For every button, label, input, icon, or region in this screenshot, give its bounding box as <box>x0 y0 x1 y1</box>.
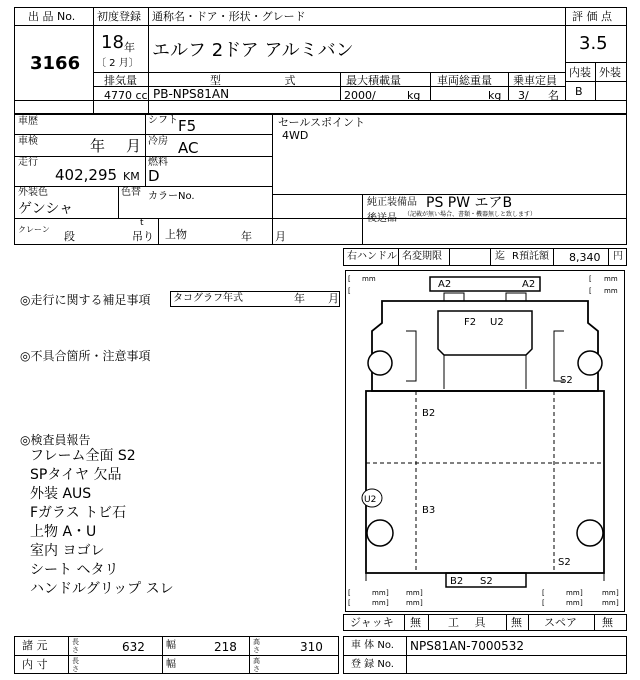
interior-grade: B <box>575 85 583 98</box>
interior-label: 内装 <box>569 66 591 79</box>
divider <box>14 186 272 187</box>
bracket: [ <box>542 589 545 597</box>
sales-point-label: セールスポイント <box>278 116 366 129</box>
sales-point-value: 4WD <box>282 129 309 142</box>
tacho-year: 年 <box>294 292 305 305</box>
divider <box>14 655 339 656</box>
damage-mark: A2 <box>438 279 452 290</box>
width-value: 218 <box>214 640 237 654</box>
damage-mark: U2 <box>364 495 377 505</box>
inspector-line: Fガラス トビ石 <box>30 505 127 521</box>
divider <box>508 72 509 100</box>
jack-value: 無 <box>410 616 421 629</box>
shift-label: シフト <box>148 115 178 126</box>
divider <box>428 614 429 631</box>
upper-label: 上物 <box>165 228 187 241</box>
inspector-line: 室内 ヨゴレ <box>30 543 105 559</box>
r-fee-value: 8,340 <box>569 251 601 264</box>
color-no-label: カラーNo. <box>148 191 195 202</box>
divider <box>249 636 250 674</box>
divider <box>362 194 363 245</box>
damage-mark: F2 <box>464 317 477 328</box>
displacement-label: 排気量 <box>104 74 137 87</box>
height-value: 310 <box>300 640 323 654</box>
damage-mark: B2 <box>422 408 436 419</box>
first-reg-month: 〔 2 月〕 <box>96 58 139 69</box>
model-name: エルフ 2ドア アルミバン <box>152 40 354 61</box>
name-change-box <box>449 248 491 266</box>
upper-year: 年 <box>241 230 252 243</box>
bracket: ] <box>580 599 583 607</box>
divider <box>93 72 565 73</box>
capacity-unit: 名 <box>548 89 559 102</box>
divider <box>14 218 627 219</box>
divider <box>398 248 399 266</box>
crane-label: クレーン <box>18 225 50 234</box>
damage-mark: U2 <box>490 317 504 328</box>
divider <box>340 72 341 100</box>
divider <box>158 218 159 245</box>
ac-label: 冷房 <box>148 136 168 147</box>
kg-unit: kg <box>488 89 502 102</box>
mm-unit: mm <box>362 275 376 283</box>
mileage-unit: KM <box>123 170 140 183</box>
mileage-label: 走行 <box>18 157 38 168</box>
bracket: ] <box>420 599 423 607</box>
divider <box>404 614 405 631</box>
inner-dims-label: 内 寸 <box>22 658 48 671</box>
divider <box>145 114 146 186</box>
model-code: PB-NPS81AN <box>153 87 230 101</box>
lot-label: 出 品 No. <box>28 10 76 23</box>
width-label: 幅 <box>166 640 176 651</box>
length-label: 長さ <box>72 657 79 673</box>
inspector-line: シート ヘタリ <box>30 562 119 578</box>
inspector-line: 外装 AUS <box>30 486 92 502</box>
first-reg-year: 18 <box>101 32 124 53</box>
handle-value: 右ハンドル <box>347 251 397 262</box>
bracket: [ <box>348 287 351 295</box>
bracket: [ <box>542 599 545 607</box>
mm-unit: mm <box>602 599 616 607</box>
fuel-label: 燃料 <box>148 157 168 168</box>
divider <box>565 7 566 100</box>
r-fee-unit: 円 <box>613 251 623 262</box>
mm-unit: mm <box>406 599 420 607</box>
divider <box>272 114 273 245</box>
warranty-label: 後送品 <box>367 213 397 224</box>
r-fee-label: R預託額 <box>512 251 549 262</box>
divider <box>528 614 529 631</box>
bracket: ] <box>616 589 619 597</box>
divider <box>430 72 431 100</box>
spare-label: スペア <box>544 616 577 629</box>
chassis-label: 車 体 No. <box>351 640 394 651</box>
exterior-label: 外装 <box>599 66 621 79</box>
divider <box>594 614 595 631</box>
damage-mark: B2 <box>450 576 464 587</box>
mm-unit: mm <box>372 599 386 607</box>
crane-lift: 吊り <box>132 230 154 243</box>
divider <box>148 7 149 86</box>
jack-label: ジャッキ <box>350 616 394 629</box>
tacho-label: タコグラフ年式 <box>173 293 243 304</box>
length-label: 長さ <box>72 638 79 654</box>
model-label: 型 式 <box>210 74 326 87</box>
defect-notes-label: ◎不具合箇所・注意事項 <box>20 349 151 363</box>
tools-label: 工 具 <box>448 616 492 629</box>
mm-unit: mm <box>406 589 420 597</box>
inspector-line: SPタイヤ 欠品 <box>30 467 122 483</box>
capacity-value: 3/ <box>518 89 529 102</box>
displacement-value: 4770 cc <box>104 89 148 102</box>
divider <box>14 134 272 135</box>
damage-mark: A2 <box>522 279 536 290</box>
name-change-label: 名変期限 <box>402 251 442 262</box>
inspector-line: フレーム全面 S2 <box>30 448 136 464</box>
driving-notes-label: ◎走行に関する補足事項 <box>20 293 151 307</box>
ac-value: AC <box>178 139 199 157</box>
equipment-label: 純正装備品 <box>367 197 417 208</box>
ext-color-value: ゲンシャ <box>18 201 74 217</box>
rating-label: 評 価 点 <box>572 10 612 23</box>
bracket: [ <box>589 275 592 283</box>
mm-unit: mm <box>604 275 618 283</box>
max-load-value: 2000/ <box>344 89 376 102</box>
color-change-label: 色替 <box>121 187 141 198</box>
equipment-value: PS PW エアB <box>426 195 513 211</box>
inspection-year: 年 <box>90 137 106 155</box>
divider <box>118 186 119 218</box>
divider <box>406 636 407 674</box>
lot-number: 3166 <box>30 53 81 74</box>
crane-stage: 段 <box>64 230 75 243</box>
divider <box>68 636 69 674</box>
width-label: 幅 <box>166 659 176 670</box>
mm-unit: mm <box>602 589 616 597</box>
mileage-value: 402,295 <box>55 166 118 184</box>
damage-mark: S2 <box>560 375 573 386</box>
tools-value: 無 <box>511 616 522 629</box>
divider <box>565 62 627 63</box>
vehicle-condition-diagram <box>345 270 625 612</box>
inspection-label: 車検 <box>18 136 38 147</box>
first-reg-label: 初度登録 <box>97 10 141 23</box>
inspector-line: ハンドルグリップ スレ <box>30 581 174 597</box>
bracket: [ <box>348 275 351 283</box>
mm-unit: mm <box>604 287 618 295</box>
bracket: ] <box>420 589 423 597</box>
height-label: 高さ <box>253 638 260 654</box>
spare-value: 無 <box>602 616 613 629</box>
bracket: [ <box>348 599 351 607</box>
damage-mark: S2 <box>480 576 493 587</box>
warranty-note: （記載が無い場合、書類・機器無しと致します） <box>404 211 537 218</box>
shift-value: F5 <box>178 117 197 135</box>
mm-unit: mm <box>566 599 580 607</box>
capacity-label: 乗車定員 <box>513 74 557 87</box>
fuel-value: D <box>148 167 160 185</box>
bracket: ] <box>580 589 583 597</box>
until-label: 迄 <box>495 251 505 262</box>
inspector-line: 上物 A・U <box>30 524 97 540</box>
ext-color-label: 外装色 <box>18 187 48 198</box>
divider <box>14 25 627 26</box>
specs-label: 諸 元 <box>22 639 48 652</box>
crane-ton: t <box>140 218 144 228</box>
bracket: [ <box>589 287 592 295</box>
first-reg-year-unit: 年 <box>124 41 135 54</box>
inspector-report-label: ◎検査員報告 <box>20 433 91 447</box>
tacho-month: 月 <box>328 292 339 305</box>
history-label: 車歴 <box>18 116 38 127</box>
bracket: [ <box>348 589 351 597</box>
damage-mark: B3 <box>422 505 436 516</box>
divider <box>343 655 627 656</box>
truck-outline <box>346 271 624 611</box>
divider <box>93 7 94 114</box>
mm-unit: mm <box>372 589 386 597</box>
divider <box>162 636 163 674</box>
bracket: ] <box>386 599 389 607</box>
divider <box>565 81 627 82</box>
mm-unit: mm <box>566 589 580 597</box>
max-load-label: 最大積載量 <box>346 74 401 87</box>
damage-mark: S2 <box>558 557 571 568</box>
registration-label: 登 録 No. <box>351 659 394 670</box>
bracket: ] <box>616 599 619 607</box>
divider <box>506 614 507 631</box>
chassis-number: NPS81AN-7000532 <box>410 639 525 653</box>
rating-value: 3.5 <box>579 33 608 54</box>
inspection-month: 月 <box>126 137 142 155</box>
kg-unit: kg <box>407 89 421 102</box>
name-label: 通称名・ドア・形状・グレード <box>152 10 306 23</box>
divider <box>595 62 596 100</box>
bracket: ] <box>386 589 389 597</box>
divider <box>14 156 272 157</box>
upper-month: 月 <box>275 230 286 243</box>
height-label: 高さ <box>253 657 260 673</box>
gross-weight-label: 車両総重量 <box>437 74 492 87</box>
length-value: 632 <box>122 640 145 654</box>
